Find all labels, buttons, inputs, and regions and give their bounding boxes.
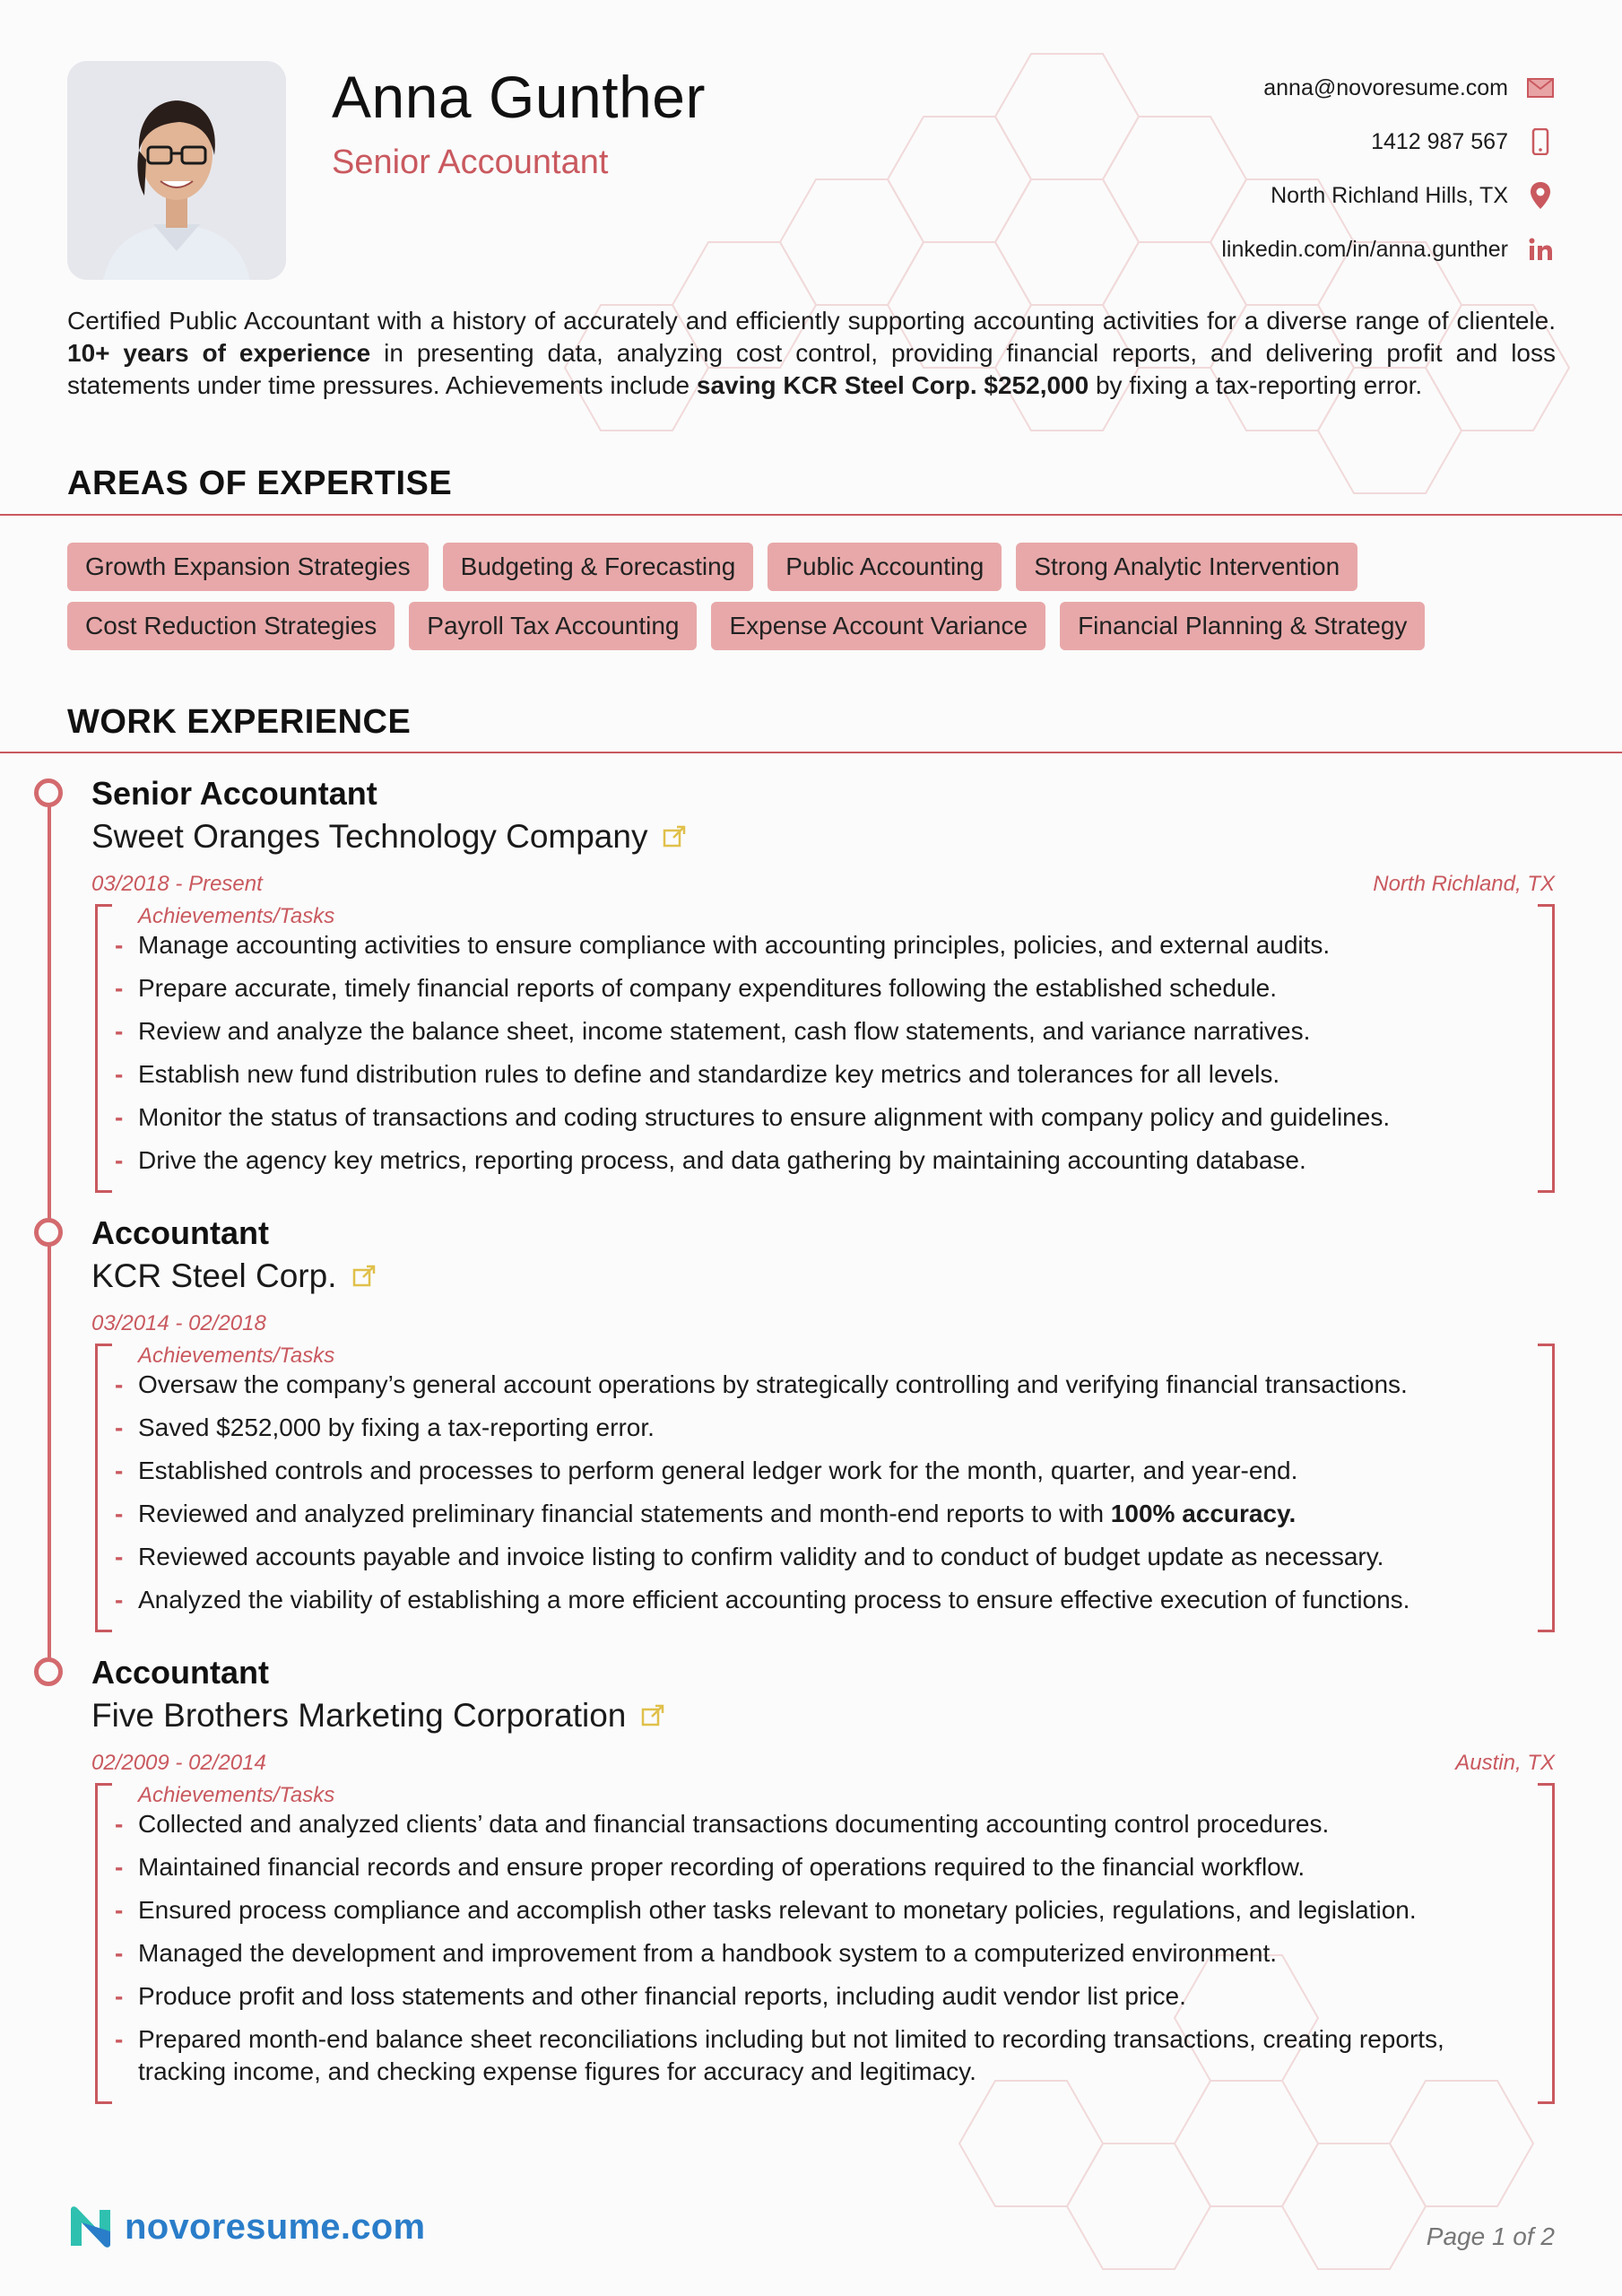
expertise-tag: Budgeting & Forecasting bbox=[443, 543, 754, 591]
achievement-item: - Saved $252,000 by fixing a tax-reporting error. bbox=[95, 1412, 1519, 1444]
achievements-label: Achievements/Tasks bbox=[138, 1344, 335, 1368]
summary-text-2: in presenting data, analyzing cost control, providing financial reports, and delivering profit and loss statements under time pressures. Achievements include bbox=[67, 339, 1556, 399]
expertise-tag: Financial Planning & Strategy bbox=[1060, 602, 1425, 650]
job-entry bbox=[91, 773, 1555, 1193]
summary-bold-achievement: saving KCR Steel Corp. $252,000 bbox=[696, 371, 1089, 399]
expertise-tag: Payroll Tax Accounting bbox=[409, 602, 697, 650]
page-number: Page 1 of 2 bbox=[1426, 2222, 1555, 2250]
expertise-section-title: AREAS OF EXPERTISE bbox=[67, 465, 453, 502]
envelope-icon bbox=[1526, 74, 1555, 102]
company-name: Sweet Oranges Technology Company bbox=[91, 818, 648, 855]
achievement-text: Reviewed and analyzed preliminary financial statements and month-end reports to with bbox=[138, 1500, 1111, 1527]
timeline-dot bbox=[34, 778, 63, 807]
logo-text: novoresume.com bbox=[125, 2206, 426, 2247]
tag-row-2 bbox=[67, 602, 1574, 650]
external-link-icon[interactable] bbox=[662, 824, 687, 849]
job-dates: 02/2009 - 02/2014 bbox=[91, 1751, 266, 1775]
company-name: Five Brothers Marketing Corporation bbox=[91, 1697, 627, 1734]
expertise-tags bbox=[67, 543, 1574, 661]
achievement-item: - Establish new fund distribution rules to define and standardize key metrics and tolerances for all levels. bbox=[95, 1058, 1519, 1091]
contact-linkedin[interactable] bbox=[927, 222, 1555, 276]
work-divider bbox=[0, 752, 1622, 753]
achievement-item bbox=[95, 1498, 1519, 1530]
timeline-dot bbox=[34, 1218, 63, 1247]
external-link-icon[interactable] bbox=[351, 1264, 377, 1289]
job-title: Accountant bbox=[91, 1654, 269, 1691]
contact-email[interactable] bbox=[927, 61, 1555, 115]
job-location: North Richland, TX bbox=[1373, 872, 1555, 896]
tag-row-1 bbox=[67, 543, 1574, 591]
contact-phone[interactable] bbox=[927, 115, 1555, 169]
novoresume-logo[interactable] bbox=[67, 2205, 425, 2249]
summary-bold-experience: 10+ years of experience bbox=[67, 339, 371, 367]
achievement-item: - Ensured process compliance and accomplish other tasks relevant to monetary policies, regulations, and legislation. bbox=[95, 1894, 1519, 1926]
bracket-right bbox=[1538, 904, 1555, 1193]
phone-icon bbox=[1526, 127, 1555, 156]
achievement-item: - Review and analyze the balance sheet, income statement, cash flow statements, and variance narratives. bbox=[95, 1015, 1519, 1048]
achievement-bold: 100% accuracy. bbox=[1110, 1500, 1297, 1527]
expertise-tag: Growth Expansion Strategies bbox=[67, 543, 429, 591]
achievements-block bbox=[95, 904, 1555, 1193]
job-entry bbox=[91, 1213, 1555, 1632]
job-company bbox=[91, 814, 1555, 859]
achievements-label: Achievements/Tasks bbox=[138, 904, 335, 928]
achievement-item: - Managed the development and improvement from a handbook system to a computerized environment. bbox=[95, 1937, 1519, 1970]
job-title: Senior Accountant bbox=[91, 775, 377, 812]
location-pin-icon bbox=[1526, 181, 1555, 210]
job-meta bbox=[91, 870, 1555, 899]
achievement-item: - Manage accounting activities to ensure compliance with accounting principles, policies, and external audits. bbox=[95, 929, 1519, 961]
candidate-name: Anna Gunther bbox=[332, 64, 706, 130]
contact-location-text: North Richland Hills, TX bbox=[1271, 182, 1508, 208]
achievement-list bbox=[95, 1369, 1555, 1632]
logo-n-icon bbox=[67, 2205, 116, 2249]
external-link-icon[interactable] bbox=[640, 1703, 665, 1728]
expertise-tag: Public Accounting bbox=[768, 543, 1002, 591]
achievements-label: Achievements/Tasks bbox=[138, 1783, 335, 1807]
job-location: Austin, TX bbox=[1455, 1751, 1555, 1775]
achievement-item: - Analyzed the viability of establishing a more efficient accounting process to ensure effective execution of functions. bbox=[95, 1584, 1519, 1616]
job-meta bbox=[91, 1309, 1555, 1338]
achievement-item: - Established controls and processes to perform general ledger work for the month, quarter, and year-end. bbox=[95, 1455, 1519, 1487]
achievement-item: - Maintained financial records and ensure proper recording of operations required to the financial workflow. bbox=[95, 1851, 1519, 1883]
professional-summary bbox=[67, 305, 1556, 402]
job-title: Accountant bbox=[91, 1214, 269, 1251]
achievement-item: - Produce profit and loss statements and other financial reports, including audit vendor list price. bbox=[95, 1980, 1519, 2013]
job-company bbox=[91, 1254, 1555, 1299]
expertise-tag: Strong Analytic Intervention bbox=[1016, 543, 1357, 591]
job-dates: 03/2018 - Present bbox=[91, 872, 263, 896]
contact-linkedin-text[interactable]: linkedin.com/in/anna.gunther bbox=[1221, 236, 1508, 262]
achievement-list bbox=[95, 1808, 1555, 2104]
job-dates: 03/2014 - 02/2018 bbox=[91, 1311, 266, 1335]
job-entry bbox=[91, 1652, 1555, 2104]
avatar-illustration bbox=[67, 61, 286, 280]
achievement-item: - Prepare accurate, timely financial reports of company expenditures following the established schedule. bbox=[95, 972, 1519, 1004]
achievement-item: - Monitor the status of transactions and coding structures to ensure alignment with company policy and guidelines. bbox=[95, 1101, 1519, 1134]
achievements-block bbox=[95, 1344, 1555, 1632]
bracket-right bbox=[1538, 1344, 1555, 1632]
timeline-dot bbox=[34, 1657, 63, 1686]
profile-photo bbox=[67, 61, 286, 280]
achievement-item: - Prepared month-end balance sheet reconciliations including but not limited to recording transactions, creating reports, tracking income, and checking expense figures for accuracy and legitimacy. bbox=[95, 2023, 1519, 2088]
linkedin-icon bbox=[1526, 235, 1555, 264]
achievement-list bbox=[95, 929, 1555, 1193]
expertise-tag: Cost Reduction Strategies bbox=[67, 602, 395, 650]
company-name: KCR Steel Corp. bbox=[91, 1257, 337, 1294]
work-section-title: WORK EXPERIENCE bbox=[67, 703, 412, 741]
contact-list bbox=[927, 61, 1555, 276]
summary-text-3: by fixing a tax-reporting error. bbox=[1089, 371, 1423, 399]
achievement-item: - Collected and analyzed clients’ data and financial transactions documenting accounting control procedures. bbox=[95, 1808, 1519, 1840]
contact-location bbox=[927, 169, 1555, 222]
candidate-role: Senior Accountant bbox=[332, 144, 609, 181]
summary-text-1: Certified Public Accountant with a history of accurately and efficiently supporting accounting activities for a diverse range of clientele. bbox=[67, 307, 1556, 335]
contact-email-text[interactable]: anna@novoresume.com bbox=[1263, 74, 1508, 100]
achievements-block bbox=[95, 1783, 1555, 2104]
expertise-tag: Expense Account Variance bbox=[711, 602, 1045, 650]
achievement-item: - Oversaw the company’s general account operations by strategically controlling and verifying financial transactions. bbox=[95, 1369, 1519, 1401]
job-meta bbox=[91, 1749, 1555, 1778]
bracket-right bbox=[1538, 1783, 1555, 2104]
job-company bbox=[91, 1693, 1555, 1738]
contact-phone-text[interactable]: 1412 987 567 bbox=[1371, 128, 1508, 154]
achievement-item: - Drive the agency key metrics, reporting process, and data gathering by maintaining accounting database. bbox=[95, 1144, 1519, 1177]
achievement-item: - Reviewed accounts payable and invoice listing to confirm validity and to conduct of budget update as necessary. bbox=[95, 1541, 1519, 1573]
expertise-divider bbox=[0, 514, 1622, 516]
